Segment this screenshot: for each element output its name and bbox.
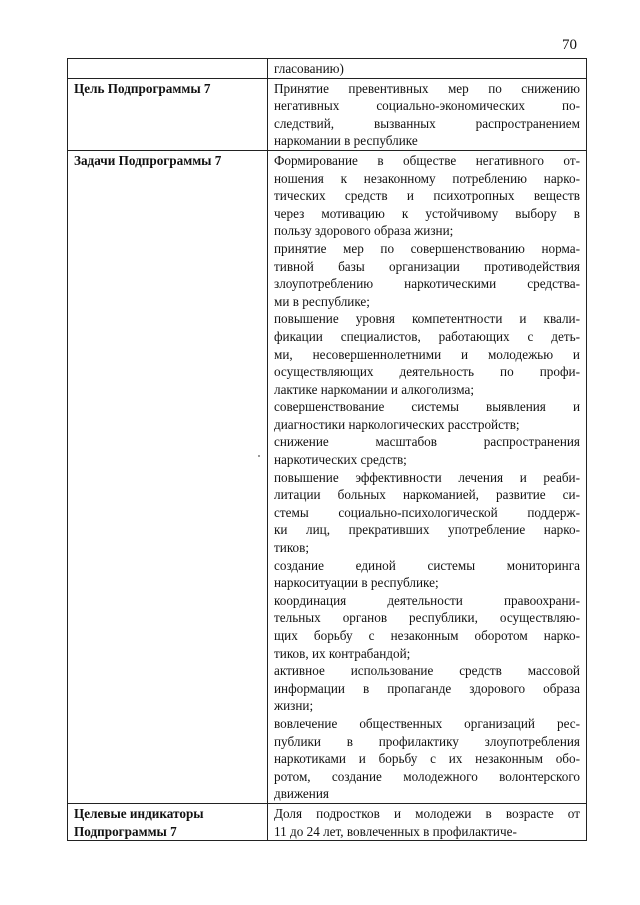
table-row [68, 59, 587, 79]
row-label-cell: Задачи Подпрограммы 7 [68, 150, 268, 803]
text-line: Формирование в обществе негативного от- [274, 152, 580, 168]
text-line: тельных органов республики, осуществляю- [274, 610, 580, 626]
text-line: ротом, создание молодежного волонтерского [274, 768, 580, 784]
text-line: стемы социально-психологической поддерж- [274, 504, 580, 520]
text-line: литации больных наркоманией, развитие си- [274, 487, 580, 503]
text-line: снижение масштабов распространения [274, 434, 580, 450]
text-line: тических средств и психотропных веществ [274, 188, 580, 204]
text-line: ношения к незаконному потреблению нарко- [274, 170, 580, 186]
text-line: ки лиц, прекративших употребление нарко- [274, 522, 580, 538]
text-line: наркоситуации в республике; [274, 575, 439, 591]
text-line: активное использование средств массовой [274, 663, 580, 679]
text-line: пользу здорового образа жизни; [274, 223, 454, 239]
value-paragraph [274, 80, 580, 150]
text-line: 11 до 24 лет, вовлеченных в профилактиче- [274, 823, 517, 839]
row-value-cell [268, 803, 587, 840]
value-paragraph [274, 557, 580, 592]
text-line: информации в пропаганде здорового образа [274, 680, 580, 696]
text-line: диагностики наркологических расстройств; [274, 416, 520, 432]
text-line: через мотивацию к устойчивому выбору в [274, 205, 580, 221]
text-line: злоупотреблению наркотическими средства- [274, 276, 580, 292]
text-line: повышение эффективности лечения и реаби- [274, 469, 580, 485]
text-line: негативных социально-экономических по- [274, 98, 580, 114]
text-line: создание единой системы мониторинга [274, 557, 580, 573]
table-row [68, 803, 587, 840]
text-line: движения [274, 786, 329, 802]
text-line: координация деятельности правоохрани- [274, 592, 580, 608]
row-label-cell [68, 59, 268, 79]
text-line: Доля подростков и молодежи в возрасте от [274, 805, 580, 821]
value-paragraph [274, 398, 580, 433]
value-paragraph [274, 715, 580, 803]
text-line: жизни; [274, 698, 314, 714]
text-line: ми, несовершеннолетними и молодежью и [274, 346, 580, 362]
value-paragraph [274, 662, 580, 715]
text-line: следствий, вызванных распространением [274, 115, 580, 131]
value-paragraph [274, 805, 580, 840]
text-line: тиков, их контрабандой; [274, 645, 411, 661]
text-line: ми в республике; [274, 293, 370, 309]
value-paragraph [274, 310, 580, 398]
text-line: принятие мер по совершенствованию норма- [274, 240, 580, 256]
value-paragraph [274, 433, 580, 468]
value-paragraph [274, 240, 580, 310]
text-line: Принятие превентивных мер по снижению [274, 80, 580, 96]
row-label-cell: Цель Подпрограммы 7 [68, 78, 268, 150]
text-line: публики в профилактику злоупотребления [274, 733, 580, 749]
text-line: осуществляющих деятельность по профи- [274, 364, 580, 380]
subprogram-passport-table [67, 58, 587, 841]
text-line: лактике наркомании и алкоголизма; [274, 381, 475, 397]
text-line: гласованию) [274, 61, 344, 76]
table-row [68, 78, 587, 150]
row-value-cell [268, 78, 587, 150]
text-line: тивной базы организации противодействия [274, 258, 580, 274]
text-line: фикации специалистов, работающих с деть- [274, 328, 580, 344]
text-line: повышение уровня компетентности и квали- [274, 311, 580, 327]
row-value-cell [268, 59, 587, 79]
text-line: тиков; [274, 540, 310, 556]
page-number: 70 [562, 37, 577, 53]
value-paragraph [274, 152, 580, 240]
value-paragraph [274, 60, 580, 78]
table-body [68, 59, 587, 841]
text-line: вовлечение общественных организаций рес- [274, 715, 580, 731]
row-label-cell: Целевые индикаторы Подпрограммы 7 [68, 803, 268, 840]
text-line: наркомании в республике [274, 133, 418, 149]
table-row [68, 150, 587, 803]
text-line: совершенствование системы выявления и [274, 399, 580, 415]
text-line: наркотических средств; [274, 452, 407, 468]
text-line: щих борьбу с незаконным оборотом нарко- [274, 628, 580, 643]
value-paragraph [274, 592, 580, 662]
text-line: наркотиками и борьбу с их незаконным обо- [274, 751, 580, 767]
row-value-cell [268, 150, 587, 803]
value-paragraph [274, 469, 580, 557]
